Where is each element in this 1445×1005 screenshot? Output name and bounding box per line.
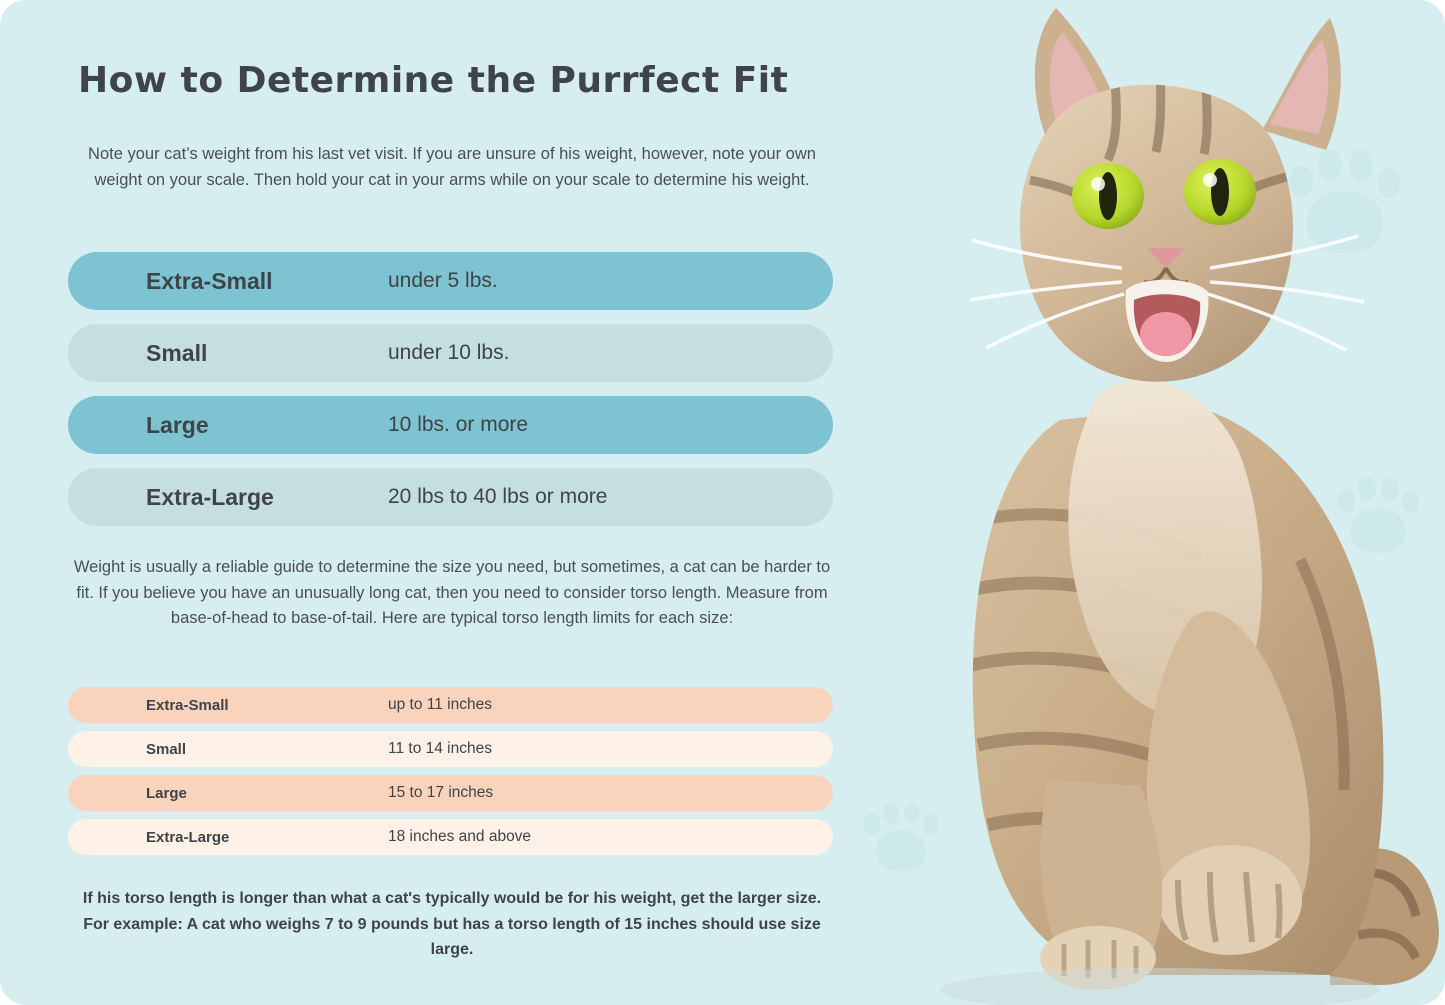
size-value: 15 to 17 inches [388, 784, 494, 801]
size-label: Small [146, 740, 187, 758]
size-value: under 10 lbs. [388, 341, 510, 364]
page-title: How to Determine the Purrfect Fit [78, 60, 789, 101]
table-row [68, 775, 833, 811]
size-label: Large [146, 784, 187, 802]
table-row [68, 819, 833, 855]
torso-length-table [68, 687, 833, 863]
footnote-paragraph: If his torso length is longer than what a cat's typically would be for his weight, get the larger size. For example: A cat who weighs 7 to 9 pounds but has a torso length of 15 inches should use size large. [82, 890, 822, 959]
cat-photo [860, 0, 1445, 1005]
table-row [68, 731, 833, 767]
size-label: Extra-Small [146, 696, 229, 714]
size-value: up to 11 inches [388, 696, 492, 713]
table-row [68, 468, 833, 526]
table-row [68, 324, 833, 382]
size-value: 18 inches and above [388, 828, 532, 845]
table-row [68, 687, 833, 723]
weight-size-table [68, 252, 833, 540]
size-label: Large [146, 411, 209, 438]
size-value: 10 lbs. or more [388, 413, 529, 436]
intro-paragraph: Note your cat’s weight from his last vet visit. If you are unsure of his weight, however, note your own weight on your scale. Then hold your cat in your arms while on your scale to determine his weight. [88, 145, 816, 189]
size-label: Extra-Small [146, 267, 273, 294]
size-value: under 5 lbs. [388, 269, 498, 292]
table-row [68, 252, 833, 310]
torso-intro-paragraph: Weight is usually a reliable guide to determine the size you need, but sometimes, a cat can be harder to fit. If you believe you have an unusually long cat, then you need to consider torso length. Measure from base-of-head to base-of-tail. Here are typical torso length limits for each size: [73, 558, 831, 628]
size-value: 20 lbs to 40 lbs or more [388, 485, 608, 508]
size-value: 11 to 14 inches [388, 740, 492, 757]
size-label: Extra-Large [146, 483, 274, 510]
table-row [68, 396, 833, 454]
size-label: Small [146, 339, 208, 366]
size-label: Extra-Large [146, 828, 230, 846]
